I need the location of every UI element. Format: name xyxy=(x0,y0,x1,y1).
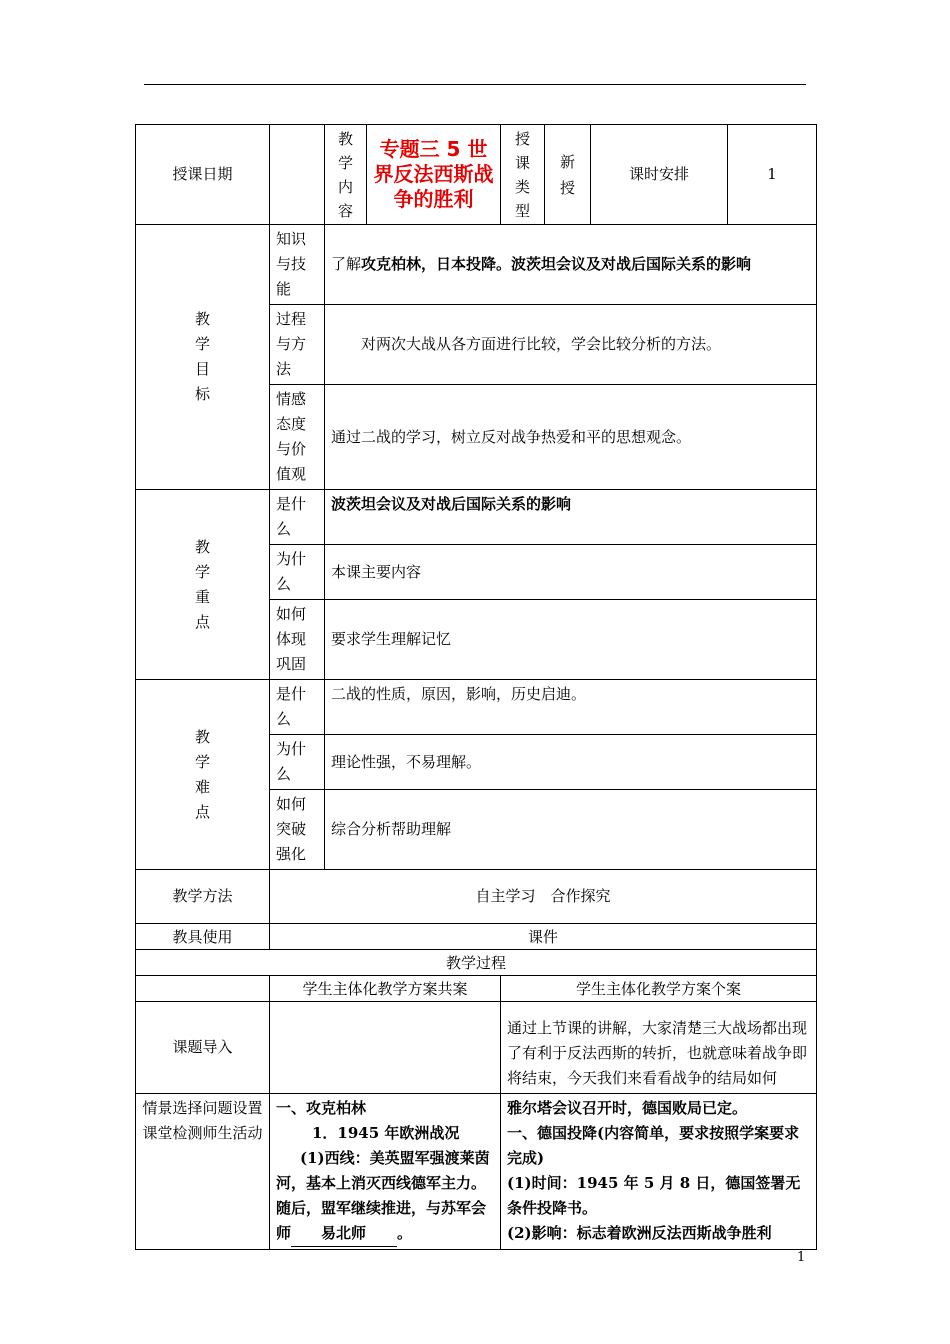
activity-shared xyxy=(270,1094,501,1250)
lesson-title: 专题三 5 世界反法西斯战争的胜利 xyxy=(367,125,501,225)
intro-shared xyxy=(270,1002,501,1094)
type-label: 授课类型 xyxy=(501,125,545,225)
process-header-blank xyxy=(136,976,270,1002)
difficulty-sub-label: 是什么 xyxy=(270,680,325,735)
lesson-plan-table xyxy=(135,124,817,1250)
method-row xyxy=(136,870,817,924)
process-title-row xyxy=(136,950,817,976)
difficulty-row xyxy=(136,680,817,735)
individual-line: 雅尔塔会议召开时，德国败局已定。 xyxy=(507,1099,748,1117)
date-value xyxy=(270,125,325,225)
header-rule xyxy=(144,84,806,85)
individual-line: (1)时间：1945 年 5 月 8 日，德国签署无条件投降书。 xyxy=(507,1174,801,1217)
intro-individual: 通过上节课的讲解，大家清楚三大战场都出现了有利于反法西斯的转折，也就意味着战争即将结束，今天我们来看看战争的结局如何 xyxy=(501,1002,817,1094)
key-points-label: 教学重点 xyxy=(136,490,270,680)
objective-sub-label: 过程与方法 xyxy=(270,305,325,385)
key-point-sub-label: 为什么 xyxy=(270,545,325,600)
answer-blank: 易北师 xyxy=(291,1221,397,1247)
process-title: 教学过程 xyxy=(136,950,817,976)
activity-row xyxy=(136,1094,817,1250)
individual-line: (2)影响：标志着欧洲反法西斯战争胜利 xyxy=(507,1224,772,1242)
objective-text: 了解攻克柏林，日本投降。波茨坦会议及对战后国际关系的影响 xyxy=(325,225,817,305)
tools-label: 教具使用 xyxy=(136,924,270,950)
key-point-row xyxy=(136,490,817,545)
hours-label: 课时安排 xyxy=(591,125,728,225)
activity-label: 情景选择问题设置课堂检测师生活动 xyxy=(136,1094,270,1250)
individual-line: 一、德国投降(内容简单，要求按照学案要求完成) xyxy=(507,1124,800,1167)
individual-plan-header: 学生主体化教学方案个案 xyxy=(501,976,817,1002)
difficulty-text: 二战的性质，原因，影响，历史启迪。 xyxy=(325,680,817,735)
content-label: 教学内容 xyxy=(325,125,367,225)
difficulty-text: 综合分析帮助理解 xyxy=(325,790,817,870)
hours-value: 1 xyxy=(728,125,817,225)
objective-text: 通过二战的学习，树立反对战争热爱和平的思想观念。 xyxy=(325,385,817,490)
method-label: 教学方法 xyxy=(136,870,270,924)
shared-heading: 一、攻克柏林 xyxy=(276,1099,367,1117)
activity-individual xyxy=(501,1094,817,1250)
difficulty-text: 理论性强，不易理解。 xyxy=(325,735,817,790)
difficulty-sub-label: 如何突破强化 xyxy=(270,790,325,870)
method-value: 自主学习 合作探究 xyxy=(270,870,817,924)
page-number: 1 xyxy=(797,1250,806,1265)
shared-subheading: 1．1945 年欧洲战况 xyxy=(312,1124,460,1142)
key-point-sub-label: 如何体现巩固 xyxy=(270,600,325,680)
date-label: 授课日期 xyxy=(136,125,270,225)
shared-paragraph: (1)西线：美英盟军强渡莱茵河，基本上消灭西线德军主力。随后，盟军继续推进，与苏军会师 易北师 。 xyxy=(276,1146,494,1247)
difficulty-sub-label: 为什么 xyxy=(270,735,325,790)
difficulties-label: 教学难点 xyxy=(136,680,270,870)
objective-sub-label: 知识与技能 xyxy=(270,225,325,305)
type-value: 新授 xyxy=(545,125,591,225)
key-point-text: 本课主要内容 xyxy=(325,545,817,600)
key-point-text: 要求学生理解记忆 xyxy=(325,600,817,680)
key-point-sub-label: 是什么 xyxy=(270,490,325,545)
objective-sub-label: 情感态度与价值观 xyxy=(270,385,325,490)
shared-plan-header: 学生主体化教学方案共案 xyxy=(270,976,501,1002)
header-row xyxy=(136,125,817,225)
objective-text: 对两次大战从各方面进行比较，学会比较分析的方法。 xyxy=(325,305,817,385)
intro-row xyxy=(136,1002,817,1094)
objective-row xyxy=(136,225,817,305)
tools-row xyxy=(136,924,817,950)
process-header-row xyxy=(136,976,817,1002)
objectives-label: 教学目标 xyxy=(136,225,270,490)
key-point-text: 波茨坦会议及对战后国际关系的影响 xyxy=(325,490,817,545)
tools-value: 课件 xyxy=(270,924,817,950)
intro-label: 课题导入 xyxy=(136,1002,270,1094)
